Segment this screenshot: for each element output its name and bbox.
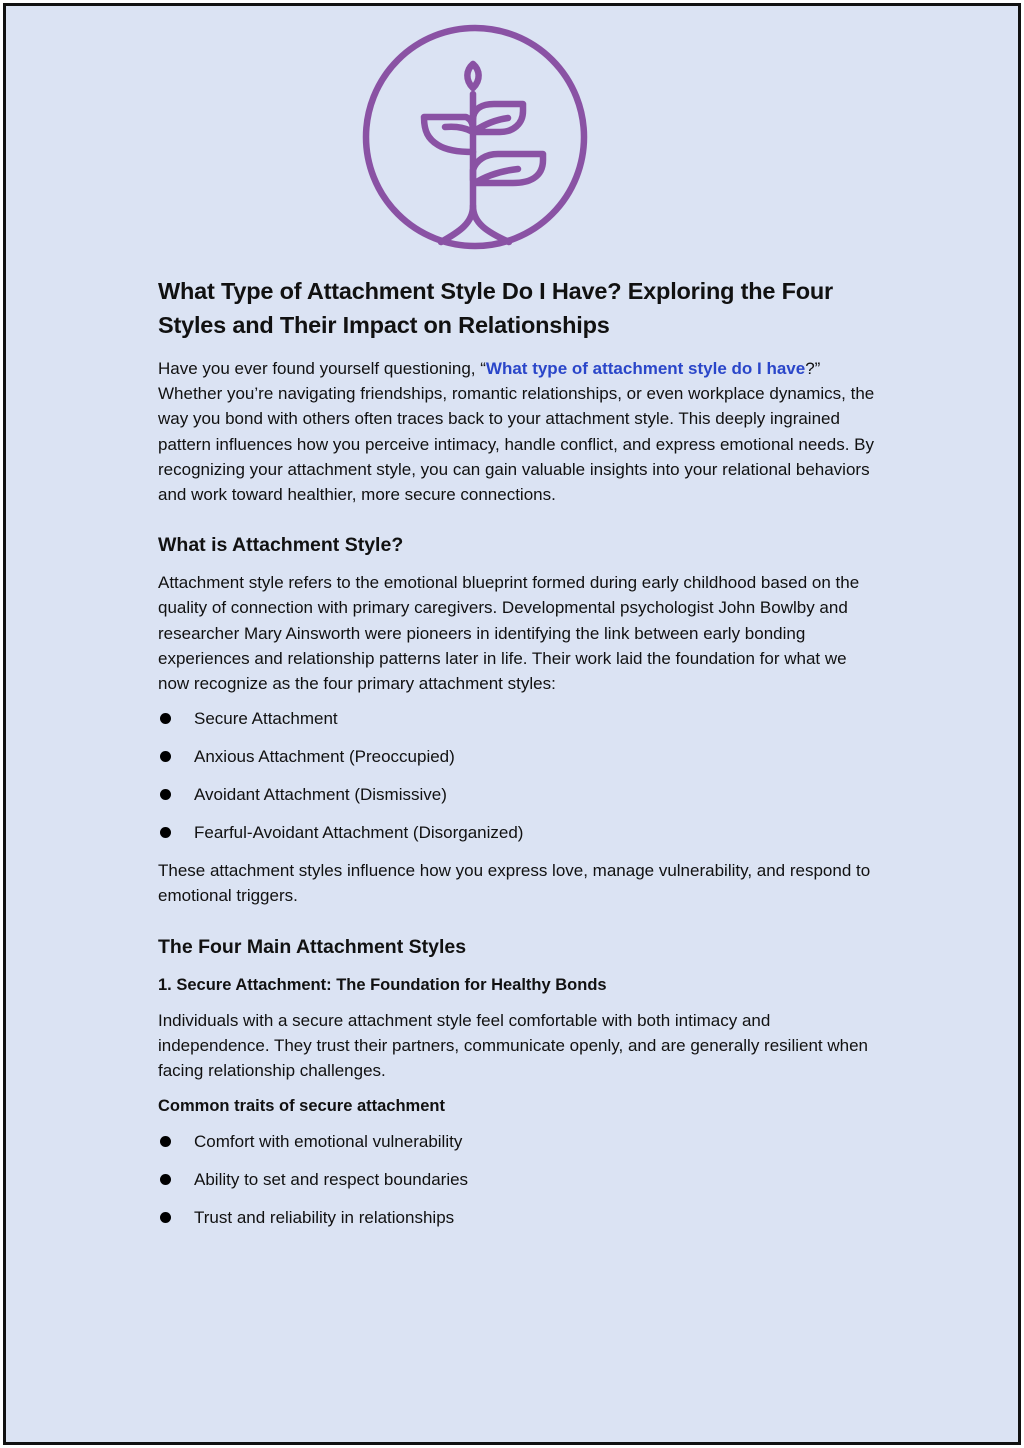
secure-traits-list (158, 1129, 878, 1230)
intro-text-after: ?” Whether you’re navigating friendships, romantic relationships, or even workplace dynamics, the way you bond with others often traces back to your attachment style. This deeply ingrained pattern influences how you perceive intimacy, handle conflict, and express emotional needs. By recognizing your attachment style, you can gain valuable insights into your relational behaviors and work toward healthier, more secure connections. (158, 359, 875, 505)
list-item: Avoidant Attachment (Dismissive) (158, 782, 878, 807)
section-closing-paragraph: These attachment styles influence how you express love, manage vulnerability, and respond to emotional triggers. (158, 861, 871, 906)
intro-text-before: Have you ever found yourself questioning, “ (158, 359, 486, 378)
document-page (3, 3, 1021, 1445)
list-item: Comfort with emotional vulnerability (158, 1129, 878, 1154)
list-item: Ability to set and respect boundaries (158, 1167, 878, 1192)
bullet-icon (160, 713, 171, 724)
list-item: Trust and reliability in relationships (158, 1205, 878, 1230)
secure-attachment-paragraph: Individuals with a secure attachment style feel comfortable with both intimacy and independence. They trust their partners, communicate openly, and are generally resilient when facing relationship challenges. (158, 1010, 868, 1081)
article-content (158, 274, 878, 1243)
list-item: Fearful-Avoidant Attachment (Disorganized) (158, 820, 878, 845)
bullet-icon (160, 827, 171, 838)
section-heading-what-is: What is Attachment Style? (158, 534, 404, 557)
sprout-logo-icon (358, 20, 592, 254)
list-item: Anxious Attachment (Preoccupied) (158, 744, 878, 769)
intro-paragraph (158, 356, 878, 507)
attachment-style-link[interactable]: What type of attachment style do I have (485, 359, 806, 378)
traits-heading: Common traits of secure attachment (158, 1097, 445, 1116)
bullet-icon (160, 789, 171, 800)
subheading-secure-attachment: 1. Secure Attachment: The Foundation for Healthy Bonds (158, 975, 607, 994)
section-heading-four-styles: The Four Main Attachment Styles (158, 935, 467, 958)
bullet-icon (160, 1174, 171, 1185)
article-title: What Type of Attachment Style Do I Have? Exploring the Four Styles and Their Impact on Relationships (158, 278, 833, 338)
bullet-icon (160, 1212, 171, 1223)
section-paragraph-what-is: Attachment style refers to the emotional blueprint formed during early childhood based on the quality of connection with primary caregivers. Developmental psychologist John Bowlby and researcher Mary Ainsworth were pioneers in identifying the link between early bonding experiences and relationship patterns later in life. Their work laid the foundation for what we now recognize as the four primary attachment styles: (158, 573, 860, 694)
list-item: Secure Attachment (158, 706, 878, 731)
attachment-styles-list (158, 706, 878, 845)
bullet-icon (160, 751, 171, 762)
bullet-icon (160, 1136, 171, 1147)
